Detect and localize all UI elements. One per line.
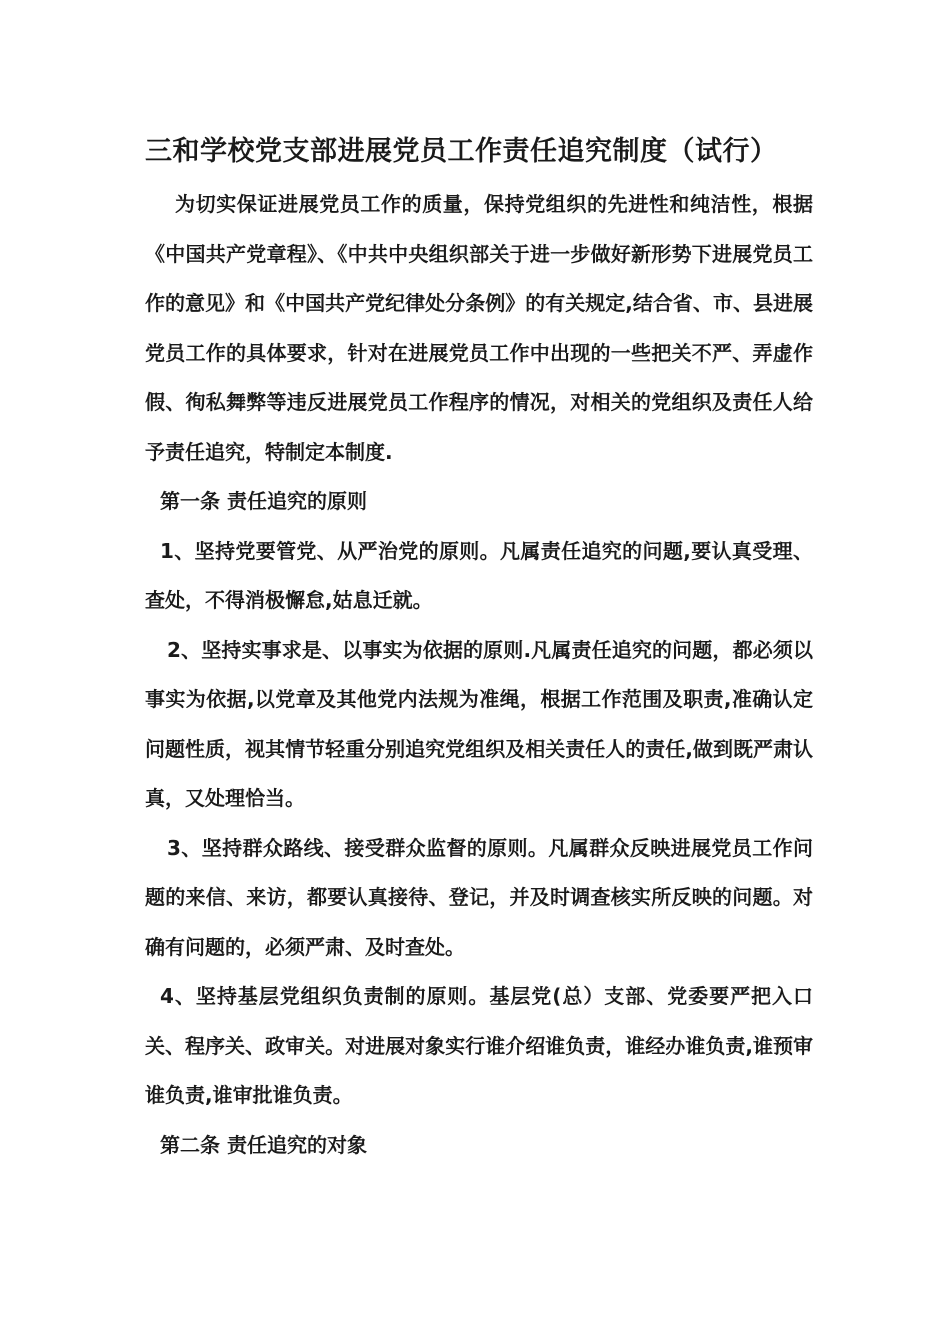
principle-paragraph-4: 4、坚持基层党组织负责制的原则。基层党(总）支部、党委要严把入口关、程序关、政审关。对进展对象实行谁介绍谁负责，谁经办谁负责,谁预审谁负责,谁审批谁负责。 xyxy=(145,984,813,1107)
principle-paragraph-3: 3、坚持群众路线、接受群众监督的原则。凡属群众反映进展党员工作问题的来信、来访，都要认真接待、登记，并及时调查核实所反映的问题。对确有问题的，必须严肃、及时查处。 xyxy=(145,835,813,959)
document-title: 三和学校党支部进展党员工作责任追究制度（试行） xyxy=(145,136,778,167)
document-body xyxy=(145,180,813,1170)
principle-paragraph-2: 2、坚持实事求是、以事实为依据的原则.凡属责任追究的问题，都必须以事实为依据,以党章及其他党内法规为准绳，根据工作范围及职责,准确认定问题性质，视其情节轻重分别追究党组织及相关责任人的责任,做到既严肃认真，又处理恰当。 xyxy=(145,637,813,810)
intro-paragraph: 为切实保证进展党员工作的质量，保持党组织的先进性和纯洁性，根据《中国共产党章程》、《中共中央组织部关于进一步做好新形势下进展党员工作的意见》和《中国共产党纪律处分条例》的有关规定,结合省、市、县进展党员工作的具体要求，针对在进展党员工作中出现的一些把关不严、弄虚作假、徇私舞弊等违反进展党员工作程序的情况，对相关的党组织及责任人给予责任追究，特制定本制度. xyxy=(145,192,813,464)
principle-paragraph-1: 1、坚持党要管党、从严治党的原则。凡属责任追究的问题,要认真受理、查处，不得消极懈怠,姑息迁就。 xyxy=(145,538,813,612)
section-heading-article-1: 第一条 责任追究的原则 xyxy=(160,489,367,513)
section-heading-article-2: 第二条 责任追究的对象 xyxy=(160,1132,367,1157)
